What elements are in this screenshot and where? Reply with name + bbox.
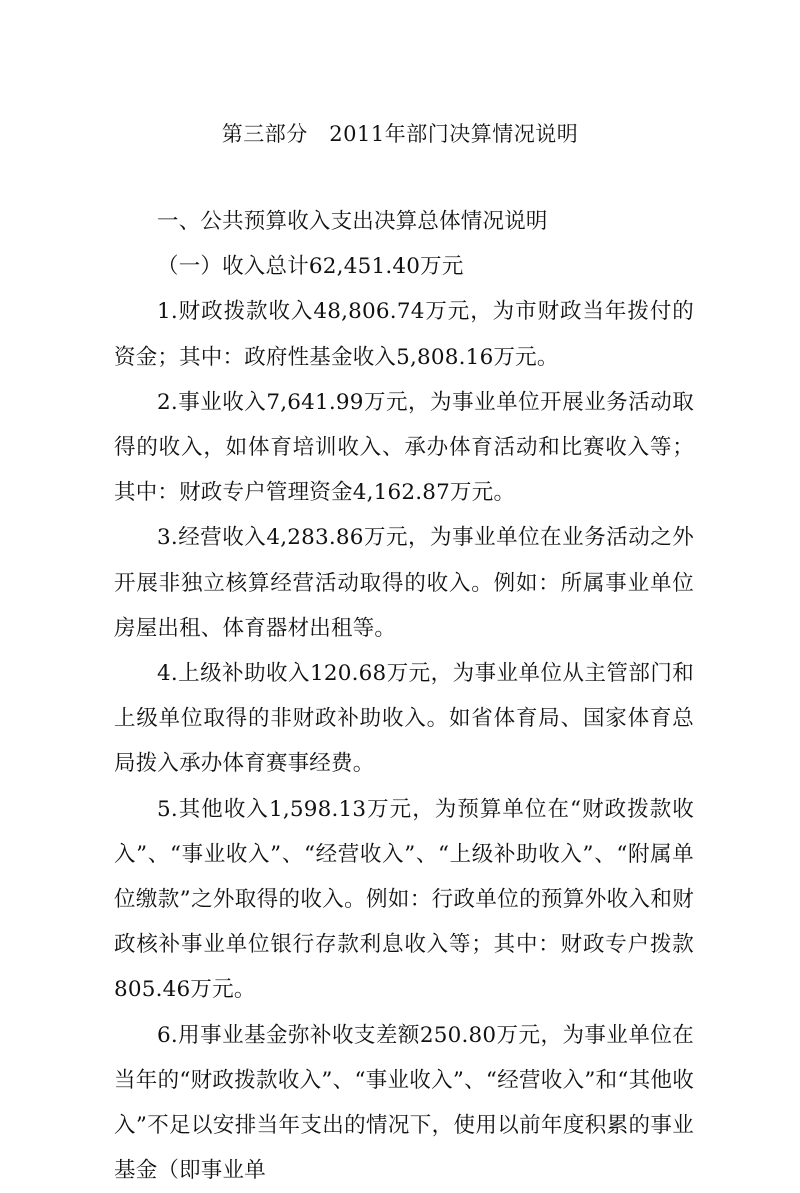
- page-title: 第三部分 2011年部门决算情况说明: [221, 122, 579, 146]
- paragraph-operating-income: 3.经营收入4,283.86万元，为事业单位在业务活动之外开展非独立核算经营活动取得的收入。例如：所属事业单位房屋出租、体育器材出租等。: [114, 525, 694, 641]
- paragraph-fiscal-appropriation: 1.财政拨款收入48,806.74万元，为市财政当年拨付的资金；其中：政府性基金收入5,808.16万元。: [114, 299, 694, 370]
- paragraph-superior-subsidy: 4.上级补助收入120.68万元，为事业单位从主管部门和上级单位取得的非财政补助收入。如省体育局、国家体育总局拨入承办体育赛事经费。: [114, 661, 694, 777]
- subsection-heading: （一）收入总计62,451.40万元: [157, 254, 464, 280]
- document-body: [114, 199, 694, 1193]
- paragraph-business-income: 2.事业收入7,641.99万元，为事业单位开展业务活动取得的收入，如体育培训收入、承办体育活动和比赛收入等；其中：财政专户管理资金4,162.87万元。: [114, 389, 694, 506]
- paragraph-other-income: 5.其他收入1,598.13万元，为预算单位在“财政拨款收入”、“事业收入”、“经营收入”、“上级补助收入”、“附属单位缴款”之外取得的收入。例如：行政单位的预算外收入和财政核补事业单位银行存款利息收入等；其中：财政专户拨款805.46万元。: [114, 796, 694, 1003]
- paragraph-business-fund: 6.用事业基金弥补收支差额250.80万元，为事业单位在当年的“财政拨款收入”、“事业收入”、“经营收入”和“其他收入”不足以安排当年支出的情况下，使用以前年度积累的事业基金（即事业单: [114, 1022, 694, 1184]
- section-heading: 一、公共预算收入支出决算总体情况说明: [157, 209, 548, 234]
